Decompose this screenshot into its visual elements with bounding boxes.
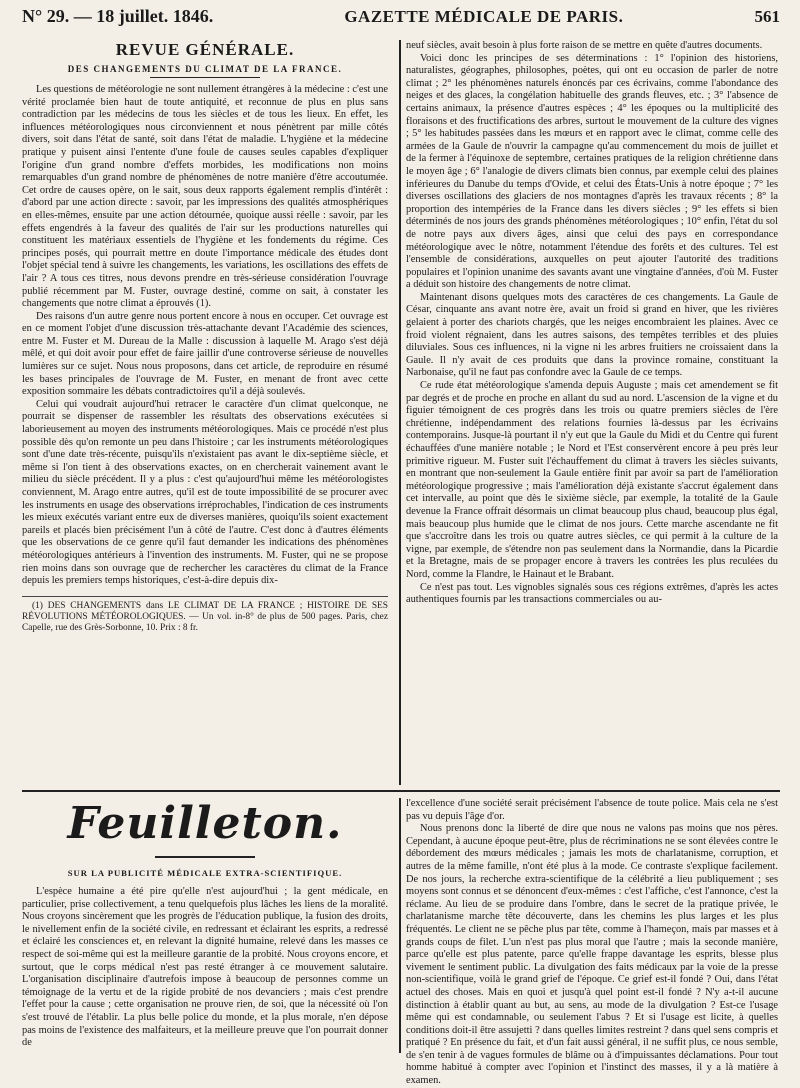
feuilleton-title: Feuilleton.: [67, 798, 343, 849]
revue-paragraph: Ce rude état météorologique s'amenda depuis Auguste ; mais cet amendement se fit par degrés et de proche en proche en allant du sud au nord. L'ascension de la vigne et du figuier témoignent de ces progrès dans les trois ou quatre premiers siècles de l'ère chrétienne, indépendamment des relations fournies là-dessus par les écrivains contemporains. Jusque-là pourtant il n'y eut que la Gaule du Midi et du Centre qui furent échauffées d'une manière notable ; le Nord et l'Est conservèrent encore à peu près leur primitive rigueur. M. Fuster suit l'échauffement du climat à travers les siècles suivants, en montrant que non-seulement la Gaule entière finit par avoir sa part de l'amélioration météorologique progressive ; mais l'amélioration déjà existante s'accrut également dans cet intervalle, au point que dès le sixième siècle, par exemple, la totalité de la Gaule devenue la France offrait désormais un climat beaucoup plus chaud, beaucoup plus égal, mais beaucoup plus humide que le climat de nos jours. Cette marche ascendante ne fit que s'accroître dans les trois ou quatre autres siècles, ce qui permit à la culture de la vigne, par exemple, de s'étendre non pas seulement dans la Normandie, dans la Picardie et la Bretagne, mais de se propager encore à travers les contrées les plus reculées du Nord, comme la Flandre, le Hainaut et le Brabant.: [406, 380, 778, 580]
footnote: [22, 596, 388, 634]
title-flourish: [155, 856, 255, 858]
column-rule: [399, 798, 401, 1053]
revue-paragraph: neuf siècles, avait besoin à plus forte raison de se mettre en quête d'autres documents.: [406, 40, 763, 51]
revue-subtitle: [22, 64, 388, 78]
revue-subtitle-text: DES CHANGEMENTS DU CLIMAT DE LA FRANCE.: [67, 64, 343, 74]
revue-paragraph: Maintenant disons quelques mots des caractères de ces changements. La Gaule de César, cinquante ans avant notre ère, avait un froid si grand en hiver, que les rivières gelaient à porter des chariots chargés, que les neiges encombraient les plaines. Avec ce froid violent régnaient, dans les autres saisons, des tempêtes terribles et des pluies diluviales. Sous ces influences, ni la vigne ni les arbres fruitiers ne croissaient dans la Gaule. Il n'y avait de ces produits que dans la province romaine, constituant la Narbonaise, qu'il ne faut pas confondre avec la Gaule de ce temps.: [406, 291, 778, 379]
page-number: 561: [754, 7, 780, 26]
feuilleton-subtitle: SUR LA PUBLICITÉ MÉDICALE EXTRA-SCIENTIFIQUE.: [67, 868, 343, 878]
revue-paragraph: Ce n'est pas tout. Les vignobles signalés sous ces régions extrêmes, d'après les actes authentiques fournis par les transactions commerciales ou au-: [406, 581, 778, 606]
revue-right-column: [406, 40, 778, 785]
feuilleton-paragraph: Nous prenons donc la liberté de dire que nous ne valons pas moins que nos pères. Cependant, à aucune époque peut-être, plus de récriminations ne se sont élevées contre le débordement des mœurs médicales ; jamais les mots de charlatanisme, corruption, et autres de la même famille, n'ont été plus à la mode. Ce contraste s'explique facilement. De nos jours, la recherche extra-scientifique de la célébrité a lieu publiquement ; ses moyens sont connus et se dénoncent d'eux-mêmes : c'est l'affiche, c'est l'annonce, c'est la réclame. Au lieu de se produire dans l'ombre, dans le secret de la pratique privée, le charlatanisme marche tête découverte, dans les chemins les plus larges et les plus fréquentés. Le client ne se pêche plus par tête, comme à l'hameçon, mais par masses et à grands coups de filet. L'un n'est pas plus moral que l'autre ; mais la seconde manière, parce qu'elle est plus patente, parce qu'elle frappe davantage les esprits, blesse plus vivement le sentiment public. La divulgation des faits médicaux par la voie de la presse non-scientifique, voilà le grand grief de l'époque. Ce grief est-il fondé ? Oui, dans l'état actuel des choses. Mais en quoi et jusqu'à quel point est-il fondé ? N'y a-t-il aucune distinction à établir quant au but, au sens, au mode de la divulgation ? Est-ce l'usage même qui est condamnable, ou seulement l'abus ? Et si l'usage est licite, à quelles conditions doit-il être assujetti ? dans quelles limites restreint ? dans quel sens compris et pratiqué ? En présence du fait, et d'un fait aussi général, il ne suffit plus, ce nous semble, de s'en tenir à de vagues formules de blâme ou à d'impuissantes déclamations. Pour tout homme habitué à compter avec l'opinion et l'instinct des masses, il y a là matière à examen.: [406, 823, 778, 1087]
revue-paragraph: Celui qui voudrait aujourd'hui retracer le caractère d'un climat quelconque, ne pourrait se dispenser de rassembler les résultats des observations exécutées si laborieusement au moyen des instruments météorologiques. Mais ce procédé n'est plus possible dès qu'on remonte un peu dans l'histoire ; car les instruments météorologiques sont d'une date très-récente, puisqu'ils n'existaient pas avant le dix-septième siècle, et même si l'on tient à des observations exactes, on en chercherait vainement avant le milieu du siècle précédent. Il y a plus : c'est qu'aujourd'hui même les météorologistes conviennent, M. Arago entre autres, qu'il est de toute impossibilité de se procurer avec les instruments en usage des observations irréprochables, l'indication de ces instruments les mieux exécutés variant entre eux de diverses manières, quoiqu'ils soient exactement pareils et placés bien précisément l'un à côté de l'autre. C'est donc à d'autres éléments que les observations de ce genre qu'il faut demander les indications des phénomènes météorologiques antérieurs à l'invention des instruments. M. Fuster, qui ne se propose rien moins dans son ouvrage que de rechercher les caractères du climat de la France depuis les premiers temps historiques, c'est-à-dire depuis dix-: [22, 398, 388, 587]
feuilleton-right-column: [406, 798, 778, 1087]
feuilleton-left-column: [22, 798, 394, 1053]
revue-title: REVUE GÉNÉRALE.: [115, 40, 295, 59]
revue-paragraph: Voici donc les principes de ses déterminations : 1° l'opinion des historiens, naturalistes, géographes, philosophes, poètes, qui ont eu occasion de parler de notre climat ; 2° les phénomènes naturels énoncés par ces écrivains, comme l'abondance des neiges et des glaces, la congélation habituelle des grands fleuves, etc. ; 3° l'absence de certains animaux, la présence d'autres espèces ; 4° les époques ou la multiplicité des floraisons et des fructifications des arbres, surtout le mouvement de la culture des vignes ; 5° les habitudes passées dans les mœurs et en rapport avec le climat, comme celle des armées de la Gaule de n'ouvrir la campagne qu'au commencement du mois de juillet et de la fermer à l'équinoxe de septembre, certaines pratiques de la religion chrétienne dans le moyen âge ; 6° l'analogie de divers climats bien connus, par exemple celui des plaines inférieures du Danube du temps d'Ovide, et celui des États-Unis à notre époque ; 7° les diverses oscillations des glaciers de nos montagnes d'après les travaux récents ; 8° la proportion des intempéries de la France dans les divers siècles ; 9° les effets si bien déterminés de nos jours des grands phénomènes météorologiques ; 10° enfin, l'état du sol de notre pays aux divers âges, ainsi que celui des pays en correspondance météorologique avec le nôtre, notamment l'étendue des forêts et des cultures. Tel est l'ensemble de considérations, auxquelles on peut ajouter l'autorité des traditions populaires et l'opinion unanime des savants avant une vingtaine d'années, d'où M. Fuster a déduit son histoire des changements de notre climat.: [406, 52, 778, 291]
feuilleton-divider: [22, 790, 780, 792]
revue-left-column: [22, 40, 394, 785]
issue-number: N° 29. — 18 juillet. 1846.: [22, 6, 214, 26]
feuilleton-paragraph: l'excellence d'une société serait précisément l'absence de toute police. Mais cela ne s'est pas vu depuis l'âge d'or.: [406, 798, 778, 822]
masthead: [22, 6, 780, 34]
subtitle-rule: [150, 77, 260, 78]
footnote-text: (1) DES CHANGEMENTS dans LE CLIMAT DE LA FRANCE ; HISTOIRE DE SES RÉVOLUTIONS MÉTÉOROLOGIQUES. — Un vol. in-8° de plus de 500 pages. Paris, chez Capelle, rue des Grès-Sorbonne, 10. Prix : 8 fr.: [22, 600, 388, 633]
revue-section: [22, 40, 780, 785]
column-rule: [399, 40, 401, 785]
revue-paragraph: Les questions de météorologie ne sont nullement étrangères à la médecine : c'est une vérité proclamée bien haut de toute antiquité, et reconnue de plus en plus sans contradiction par les médecins de tous les siècles et de tous les lieux. En effet, les influences météorologiques nous circonviennent et nous pénètrent par mille côtés divers, soit dans l'état de santé, soit dans l'état de maladie. L'hygiène et la médecine pratique y puisent ainsi l'entente d'une foule de causes seules capables d'expliquer l'origine d'un grand nombre d'effets morbides, les modifications non moins remarquables d'un grand nombre de phénomènes de notre manière d'être accoutumée. Cet ordre de causes opère, on le sait, sous deux rapports également remplis d'intérêt : d'abord par une action directe : savoir, par les impressions des qualités atmosphériques en elles-mêmes, ensuite par une action détournée, quoique aussi réelle : savoir, par les effets engendrés à la faveur des qualités de l'air sur les productions naturelles qui constituent les matériaux essentiels de l'hygiène et les fondements du régime. Ces principes posés, qui pourrait mettre en doute l'importance médicale des études dont l'objet spécial tend à suivre les changements, les variations, les oscillations des effets de l'air ? A tous ces titres, nous devons prendre en très-sérieuse considération l'ouvrage publié récemment par M. Fuster, ouvrage destiné, comme on sait, à constater les changements que notre climat a éprouvés (1).: [22, 84, 388, 310]
feuilleton-paragraph: L'espèce humaine a été pire qu'elle n'est aujourd'hui ; la gent médicale, en particulier, prise collectivement, a tenu quelquefois plus lâches les liens de la moralité. Nous croyons sincèrement que les progrès de l'éducation publique, la fusion des droits, le nivellement enfin de la société civile, en redressant et éclairant les esprits, a redressé et éclairé les consciences et, en relevant la dignité humaine, relevé dans les masses ce respect de soi-même qui est la meilleure garantie de la probité. Nous croyons encore, et surtout, que le corps médical n'est pas resté étranger à ce mouvement salutaire. L'organisation disciplinaire d'autrefois impose à beaucoup de personnes comme un témoignage de la vertu et de la rigide probité de nos devanciers ; mais c'est prendre l'effet pour la cause ; cette organisation ne prouve rien, de soi, que la nécessité où l'on s'est trouvé de l'établir. La plus belle police du monde, et la plus morale, n'en dépose pas moins de l'existence des malfaiteurs, et la meilleure preuve que l'on pourrait donner de: [22, 886, 388, 1049]
feuilleton-section: [22, 798, 780, 1087]
revue-paragraph: Des raisons d'un autre genre nous portent encore à nous en occuper. Cet ouvrage est en ce moment l'objet d'une discussion très-attachante devant l'Académie des sciences, entre M. Fuster et M. Dureau de la Malle : discussion à laquelle M. Arago s'est déjà mêlé, et qui doit avoir pour effet de faire jaillir d'une controverse sérieuse de nouvelles lumières sur ce sujet. Nous nous proposons, dans cet article, de reproduire en résumé les bases principales de l'ouvrage de M. Fuster, en menant de front avec cette exposition sommaire les débats contradictoires qu'il a déjà soulevés.: [22, 310, 388, 398]
paper-title: GAZETTE MÉDICALE DE PARIS.: [344, 7, 624, 26]
